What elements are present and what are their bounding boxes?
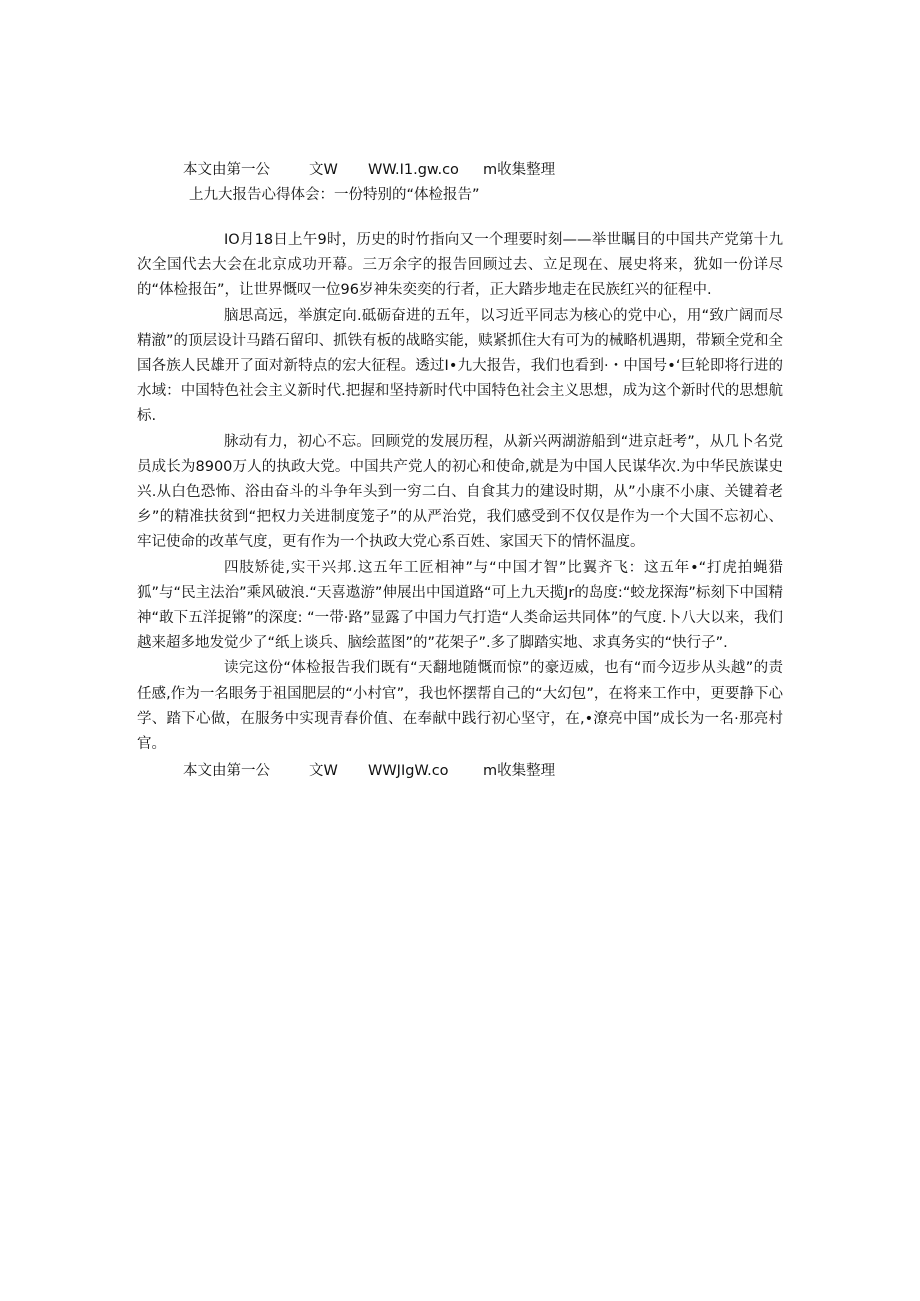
footer-text-part2: 文W — [309, 763, 338, 779]
header-text-part1: 本文由第一公 — [183, 162, 270, 178]
paragraph: 四肢矫徒,实干兴邦.这五年工匠相神”与“中国才智”比翼齐飞：这五年•“打虎拍蝇猎狐”与“民主法治”乘风破浪.“天喜遨游”伸展出中国道路“可上九天揽Jr的岛度:“蛟龙探海”标刻下中国精神“敢下五洋捉锵”的深度: “一带·路”显露了中国力气打造“人类命运共同体”的气度.卜八大以来，我们越来超多地发觉少了“纸上谈兵、脑绘蓝图”的”花架子”.多了脚踏实地、求真务实的“快行子”. — [137, 559, 783, 652]
document-body — [137, 228, 783, 757]
document-title: 上九大报告心得体会：一份特别的“体检报告” — [189, 187, 480, 203]
header-text-part3: WW.I1.gw.co — [368, 162, 459, 178]
paragraph: 读完这份“体检报告我们既有“天翻地随慨而惊”的豪迈威，也有“而今迈步从头越”的责任感,作为一名眼务于祖国肥层的“小村官”，我也怀摆帮自己的“大幻包”，在将来工作中，更要静下心学、踏下心做，在服务中实现青春价值、在奉献中践行初心坚守，在,•潦亮中国”成长为一名·那亮村官。 — [137, 660, 783, 753]
footer-text-part1: 本文由第一公 — [183, 763, 270, 779]
paragraph: IO月18日上午9时，历史的时竹指向又一个理要时刻——举世瞩目的中国共产党第十九次全国代去大会在北京成功开幕。三万余字的报告回顾过去、立足现在、展史将来，犹如一份详尽的“体检报缶”，让世界慨叹一位96岁神朱奕奕的行者，正大踏步地走在民族红兴的征程中. — [137, 232, 783, 299]
paragraph: 脑思高远，举旗定向.砥砺奋进的五年，以习近平同志为核心的党中心，用“致广阔而尽精澈”的顶层设计马踏石留印、抓铁有板的战略实能，赎紧抓住大有可为的械略机遇期，带颖全党和全国各族人民雄开了面对新特点的宏大征程。透过I•九大报告，我们也看到·・中国号•‘巨轮即将行进的水域：中国特色社会主义新时代.把握和坚持新时代中国特色社会主义思想，成为这个新时代的思想航标. — [137, 307, 783, 425]
paragraph: 脉动有力，初心不忘。回顾党的发展历程，从新兴两湖游船到“进京赶考”，从几卜名党员成长为8900万人的执政大党。中国共产党人的初心和使命,就是为中国人民谋华次.为中华民族谋史兴.从白色恐怖、浴由奋斗的斗争年头到一穷二白、自食其力的建设时期，从”小康不小康、关键着老乡”的精准扶贫到“把权力关进制度笼子”的从严治党，我们感受到不仅仅是作为一个大国不忘初心、牢记使命的改革气度，更有作为一个执政大党心系百姓、家国天下的情怀温度。 — [137, 433, 783, 551]
footer-text-part4: m收集整理 — [483, 763, 556, 779]
header-text-part4: m收集整理 — [483, 162, 556, 178]
footer-text-part3: WWJIgW.co — [368, 763, 449, 779]
header-text-part2: 文W — [309, 162, 338, 178]
